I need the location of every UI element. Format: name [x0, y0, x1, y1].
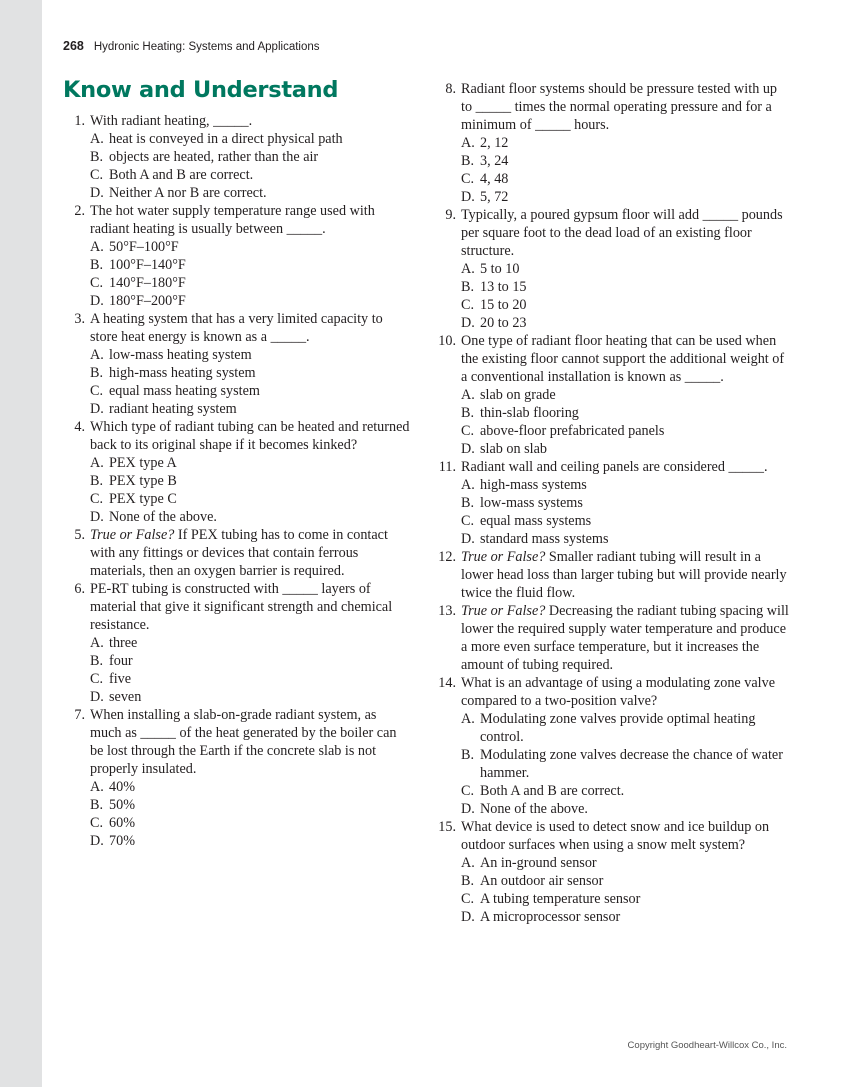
option-text: 100°F–140°F: [109, 257, 186, 273]
question-text: If PEX tubing has to come in contact with any fittings or devices that contain ferrous materials, then an oxygen barrier is required.: [90, 527, 388, 579]
option-text: 40%: [109, 779, 136, 795]
option-text: 180°F–200°F: [109, 293, 186, 309]
question-item: [434, 818, 789, 926]
question-number: 1.: [74, 113, 85, 129]
section-title: Know and Understand: [63, 77, 339, 103]
option-text: heat is conveyed in a direct physical path: [109, 131, 343, 147]
option-text: 20 to 23: [480, 315, 527, 331]
option-letter: A.: [90, 239, 104, 255]
question-text: Typically, a poured gypsum floor will add _____ pounds per square foot to the dead load of an existing floor structure.: [461, 207, 783, 259]
option-text: Both A and B are correct.: [109, 167, 254, 183]
option-letter: A.: [90, 635, 104, 651]
question-stem: [90, 310, 411, 346]
answer-option: [461, 278, 789, 296]
answer-option: [90, 634, 411, 652]
option-letter: B.: [461, 153, 475, 169]
question-item: [63, 112, 411, 202]
option-text: equal mass systems: [480, 513, 592, 529]
answer-option: [90, 238, 411, 256]
answer-option: [461, 296, 789, 314]
answer-option: [461, 710, 789, 746]
option-text: 5, 72: [480, 189, 509, 205]
option-text: 3, 24: [480, 153, 509, 169]
option-text: None of the above.: [480, 801, 588, 817]
answer-option: [90, 364, 411, 382]
option-text: radiant heating system: [109, 401, 237, 417]
option-letter: C.: [461, 783, 475, 799]
option-text: standard mass systems: [480, 531, 609, 547]
option-letter: B.: [90, 653, 104, 669]
option-text: 140°F–180°F: [109, 275, 186, 291]
answer-option: [90, 454, 411, 472]
question-number: 3.: [74, 311, 85, 327]
question-item: [434, 332, 789, 458]
option-letter: B.: [461, 405, 475, 421]
answer-option: [461, 152, 789, 170]
answer-option: [461, 746, 789, 782]
question-stem: [461, 818, 789, 854]
question-text: Decreasing the radiant tubing spacing will lower the required supply water temperature and produce a more even surface temperature, but it increases the amount of tubing required.: [461, 603, 789, 673]
option-text: 5 to 10: [480, 261, 520, 277]
answer-option: [461, 170, 789, 188]
question-stem: [90, 418, 411, 454]
question-stem: [461, 80, 789, 134]
option-letter: A.: [461, 261, 475, 277]
option-letter: D.: [90, 401, 104, 417]
option-letter: D.: [461, 189, 475, 205]
option-letter: C.: [90, 671, 104, 687]
question-text: Radiant floor systems should be pressure tested with up to _____ times the normal operating pressure and for a minimum of _____ hours.: [461, 81, 778, 133]
answer-option: [461, 134, 789, 152]
option-text: three: [109, 635, 138, 651]
question-number: 7.: [74, 707, 85, 723]
option-letter: C.: [461, 297, 475, 313]
answer-option: [90, 274, 411, 292]
true-false-label: True or False?: [461, 603, 546, 619]
option-text: low-mass systems: [480, 495, 583, 511]
question-text: A heating system that has a very limited capacity to store heat energy is known as a _____.: [90, 311, 383, 345]
option-text: Both A and B are correct.: [480, 783, 625, 799]
question-column-left: [63, 112, 411, 850]
option-letter: A.: [461, 387, 475, 403]
option-letter: A.: [90, 779, 104, 795]
answer-option: [90, 292, 411, 310]
answer-option: [90, 814, 411, 832]
page-number: 268: [63, 39, 84, 53]
question-stem: [461, 674, 789, 710]
option-text: PEX type A: [109, 455, 177, 471]
question-number: 6.: [74, 581, 85, 597]
option-letter: C.: [90, 275, 104, 291]
option-letter: D.: [90, 833, 104, 849]
question-stem: [461, 602, 789, 674]
option-text: PEX type B: [109, 473, 177, 489]
question-number: 9.: [445, 207, 456, 223]
option-letter: D.: [90, 509, 104, 525]
question-item: [434, 458, 789, 548]
answer-option: [90, 400, 411, 418]
option-letter: C.: [461, 891, 475, 907]
answer-option: [461, 782, 789, 800]
book-title: Hydronic Heating: Systems and Applications: [93, 41, 320, 53]
question-text: Smaller radiant tubing will result in a lower head loss than larger tubing but will provide nearly twice the fluid flow.: [461, 549, 787, 601]
true-false-label: True or False?: [461, 549, 546, 565]
answer-option: [90, 382, 411, 400]
answer-option: [90, 832, 411, 850]
option-text: 15 to 20: [480, 297, 527, 313]
option-letter: D.: [461, 801, 475, 817]
page-gutter: [0, 0, 42, 1087]
option-text: 13 to 15: [480, 279, 527, 295]
option-letter: A.: [461, 855, 475, 871]
answer-option: [90, 130, 411, 148]
option-letter: C.: [90, 815, 104, 831]
option-text: five: [109, 671, 132, 687]
option-text: 70%: [109, 833, 136, 849]
option-letter: D.: [461, 315, 475, 331]
question-item: [434, 206, 789, 332]
answer-option: [461, 494, 789, 512]
answer-option: [90, 670, 411, 688]
option-text: 4, 48: [480, 171, 509, 187]
question-text: What is an advantage of using a modulating zone valve compared to a two-position valve?: [461, 675, 775, 709]
option-letter: C.: [461, 513, 475, 529]
answer-option: [461, 260, 789, 278]
option-letter: A.: [90, 347, 104, 363]
question-item: [434, 548, 789, 602]
option-letter: B.: [461, 873, 475, 889]
option-letter: D.: [90, 185, 104, 201]
question-text: What device is used to detect snow and ice buildup on outdoor surfaces when using a snow melt system?: [461, 819, 770, 853]
option-text: four: [109, 653, 133, 669]
option-text: 50%: [109, 797, 136, 813]
question-number: 15.: [438, 819, 456, 835]
answer-option: [90, 652, 411, 670]
answer-option: [461, 512, 789, 530]
question-stem: [90, 112, 411, 130]
question-number: 10.: [438, 333, 456, 349]
option-text: 50°F–100°F: [109, 239, 179, 255]
option-text: PEX type C: [109, 491, 177, 507]
option-letter: B.: [90, 149, 104, 165]
question-item: [434, 602, 789, 674]
option-letter: A.: [461, 477, 475, 493]
question-text: PE-RT tubing is constructed with _____ layers of material that give it significant strength and chemical resistance.: [90, 581, 393, 633]
option-letter: A.: [90, 131, 104, 147]
question-item: [63, 418, 411, 526]
answer-option: [461, 908, 789, 926]
answer-option: [461, 440, 789, 458]
option-text: None of the above.: [109, 509, 217, 525]
option-text: seven: [109, 689, 142, 705]
option-text: 60%: [109, 815, 136, 831]
answer-option: [461, 422, 789, 440]
question-number: 8.: [445, 81, 456, 97]
answer-option: [461, 890, 789, 908]
answer-option: [90, 796, 411, 814]
answer-option: [90, 778, 411, 796]
question-stem: [461, 206, 789, 260]
option-text: equal mass heating system: [109, 383, 260, 399]
question-stem: [461, 548, 789, 602]
option-text: high-mass heating system: [109, 365, 256, 381]
option-letter: C.: [90, 167, 104, 183]
option-text: objects are heated, rather than the air: [109, 149, 319, 165]
question-number: 11.: [438, 459, 456, 475]
answer-option: [90, 508, 411, 526]
option-letter: C.: [461, 171, 475, 187]
option-letter: B.: [90, 257, 104, 273]
answer-option: [90, 490, 411, 508]
answer-option: [90, 148, 411, 166]
option-letter: A.: [461, 135, 475, 151]
option-text: slab on slab: [480, 441, 547, 457]
answer-option: [90, 256, 411, 274]
option-letter: D.: [461, 531, 475, 547]
answer-option: [461, 476, 789, 494]
option-letter: D.: [461, 909, 475, 925]
option-letter: D.: [90, 293, 104, 309]
question-number: 12.: [438, 549, 456, 565]
question-number: 5.: [74, 527, 85, 543]
answer-option: [90, 166, 411, 184]
question-text: When installing a slab-on-grade radiant system, as much as _____ of the heat generated by the boiler can be lost through the Earth if the concrete slab is not properly insulated.: [90, 707, 397, 777]
question-text: One type of radiant floor heating that can be used when the existing floor cannot support the additional weight of a conventional installation is known as _____.: [461, 333, 785, 385]
question-item: [434, 80, 789, 206]
true-false-label: True or False?: [90, 527, 175, 543]
question-stem: [90, 580, 411, 634]
question-stem: [90, 706, 411, 778]
question-item: [63, 310, 411, 418]
answer-option: [461, 530, 789, 548]
option-letter: B.: [90, 797, 104, 813]
option-text: A tubing temperature sensor: [480, 891, 641, 907]
option-letter: B.: [90, 473, 104, 489]
option-text: above-floor prefabricated panels: [480, 423, 665, 439]
question-item: [63, 706, 411, 850]
option-text: high-mass systems: [480, 477, 587, 493]
question-item: [63, 526, 411, 580]
option-text: Modulating zone valves provide optimal heating control.: [480, 711, 756, 745]
question-item: [63, 202, 411, 310]
option-letter: B.: [461, 495, 475, 511]
question-text: The hot water supply temperature range used with radiant heating is usually between _____.: [90, 203, 375, 237]
answer-option: [461, 188, 789, 206]
option-text: low-mass heating system: [109, 347, 252, 363]
answer-option: [90, 346, 411, 364]
answer-option: [461, 386, 789, 404]
question-item: [434, 674, 789, 818]
option-letter: C.: [90, 491, 104, 507]
option-text: 2, 12: [480, 135, 509, 151]
answer-option: [90, 472, 411, 490]
question-text: Which type of radiant tubing can be heated and returned back to its original shape if it becomes kinked?: [90, 419, 410, 453]
option-text: thin-slab flooring: [480, 405, 579, 421]
answer-option: [461, 854, 789, 872]
answer-option: [90, 184, 411, 202]
option-text: An outdoor air sensor: [480, 873, 604, 889]
option-letter: B.: [90, 365, 104, 381]
answer-option: [90, 688, 411, 706]
question-text: Radiant wall and ceiling panels are considered _____.: [461, 459, 768, 475]
option-text: An in-ground sensor: [480, 855, 597, 871]
running-header: [63, 39, 320, 53]
question-column-right: [434, 80, 789, 926]
question-item: [63, 580, 411, 706]
question-number: 4.: [74, 419, 85, 435]
option-letter: B.: [461, 747, 475, 763]
option-letter: D.: [90, 689, 104, 705]
question-stem: [461, 332, 789, 386]
answer-option: [461, 872, 789, 890]
option-text: Modulating zone valves decrease the chance of water hammer.: [480, 747, 783, 781]
question-stem: [461, 458, 789, 476]
option-text: slab on grade: [480, 387, 556, 403]
option-letter: C.: [90, 383, 104, 399]
copyright-footer: Copyright Goodheart-Willcox Co., Inc.: [627, 1040, 787, 1051]
question-number: 2.: [74, 203, 85, 219]
question-number: 14.: [438, 675, 456, 691]
option-text: Neither A nor B are correct.: [109, 185, 267, 201]
option-text: A microprocessor sensor: [480, 909, 621, 925]
question-stem: [90, 202, 411, 238]
option-letter: D.: [461, 441, 475, 457]
answer-option: [461, 314, 789, 332]
option-letter: C.: [461, 423, 475, 439]
option-letter: A.: [461, 711, 475, 727]
question-text: With radiant heating, _____.: [90, 113, 253, 129]
question-number: 13.: [438, 603, 456, 619]
option-letter: A.: [90, 455, 104, 471]
answer-option: [461, 800, 789, 818]
question-stem: [90, 526, 411, 580]
option-letter: B.: [461, 279, 475, 295]
answer-option: [461, 404, 789, 422]
